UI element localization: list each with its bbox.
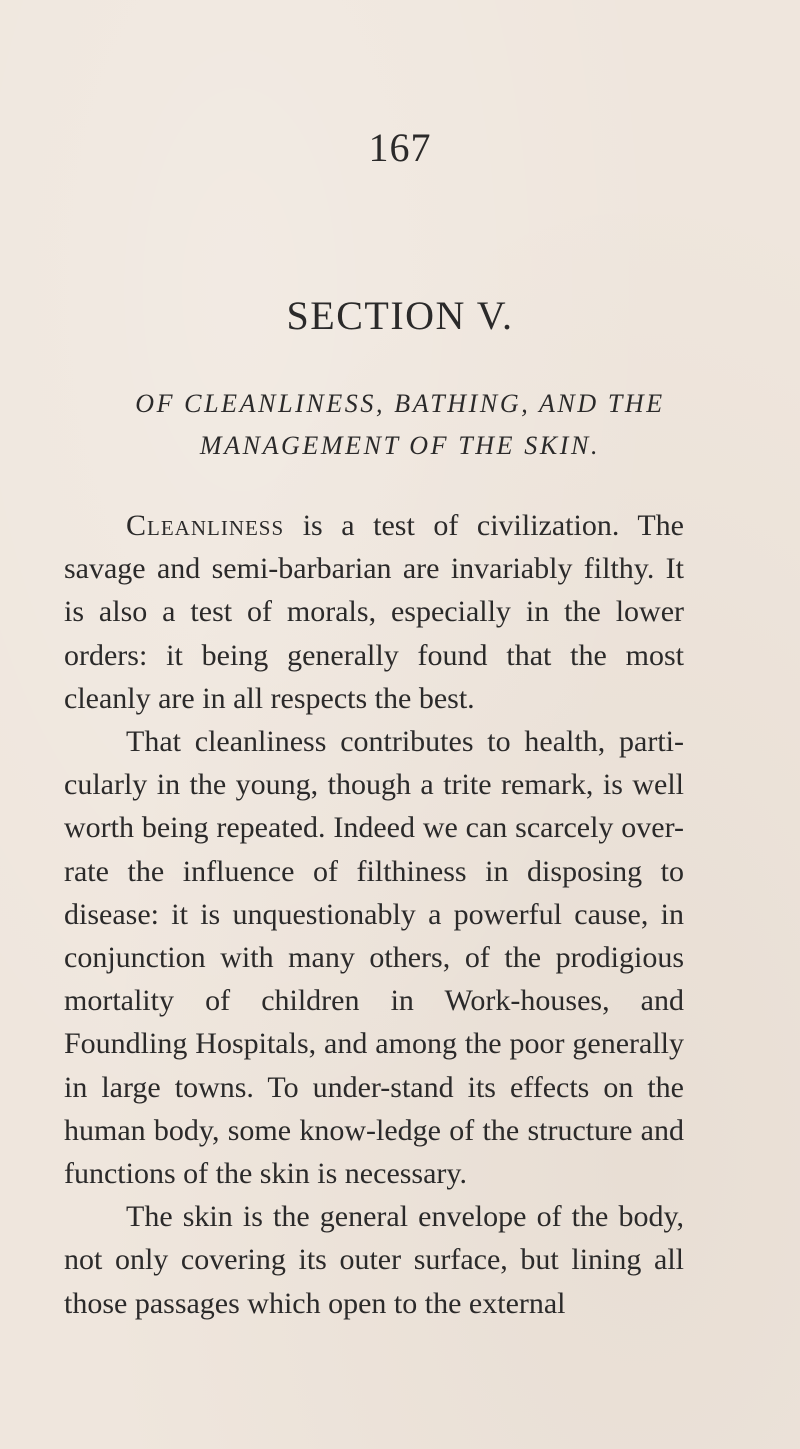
paragraph-3: The skin is the general envelope of the body, not only covering its outer surface, but lining all those passages which open to the external (64, 1200, 684, 1320)
subtitle-line-2: MANAGEMENT OF THE SKIN. (199, 431, 601, 460)
section-title: SECTION V. (286, 293, 514, 338)
paragraph-2: That cleanliness contributes to health, parti-cularly in the young, though a trite remark, is well worth being repeated. Indeed we can scarcely over-rate the influence of filthiness in disposing to disease: it is unquestionably a powerful cause, in conjunction with many others, of the prodigious mortality of children in Work-houses, and Foundling Hospitals, and among the poor generally in large towns. To under-stand its effects on the human body, some know-ledge of the structure and functions of the skin is necessary. (64, 725, 684, 1191)
paragraph-1-lead: Cleanliness (126, 509, 285, 542)
body-text (64, 504, 684, 1325)
paragraph-1-text: is a test of civilization. The savage and semi-barbarian are invariably filthy. It is also a test of morals, especially in the lower orders: it being generally found that the most cleanly are in all respects the best. (64, 509, 684, 715)
paragraph-1 (64, 504, 684, 720)
section-subtitle (64, 383, 736, 467)
page-number: 167 (368, 125, 432, 170)
subtitle-line-1: OF CLEANLINESS, BATHING, AND THE (135, 389, 665, 418)
